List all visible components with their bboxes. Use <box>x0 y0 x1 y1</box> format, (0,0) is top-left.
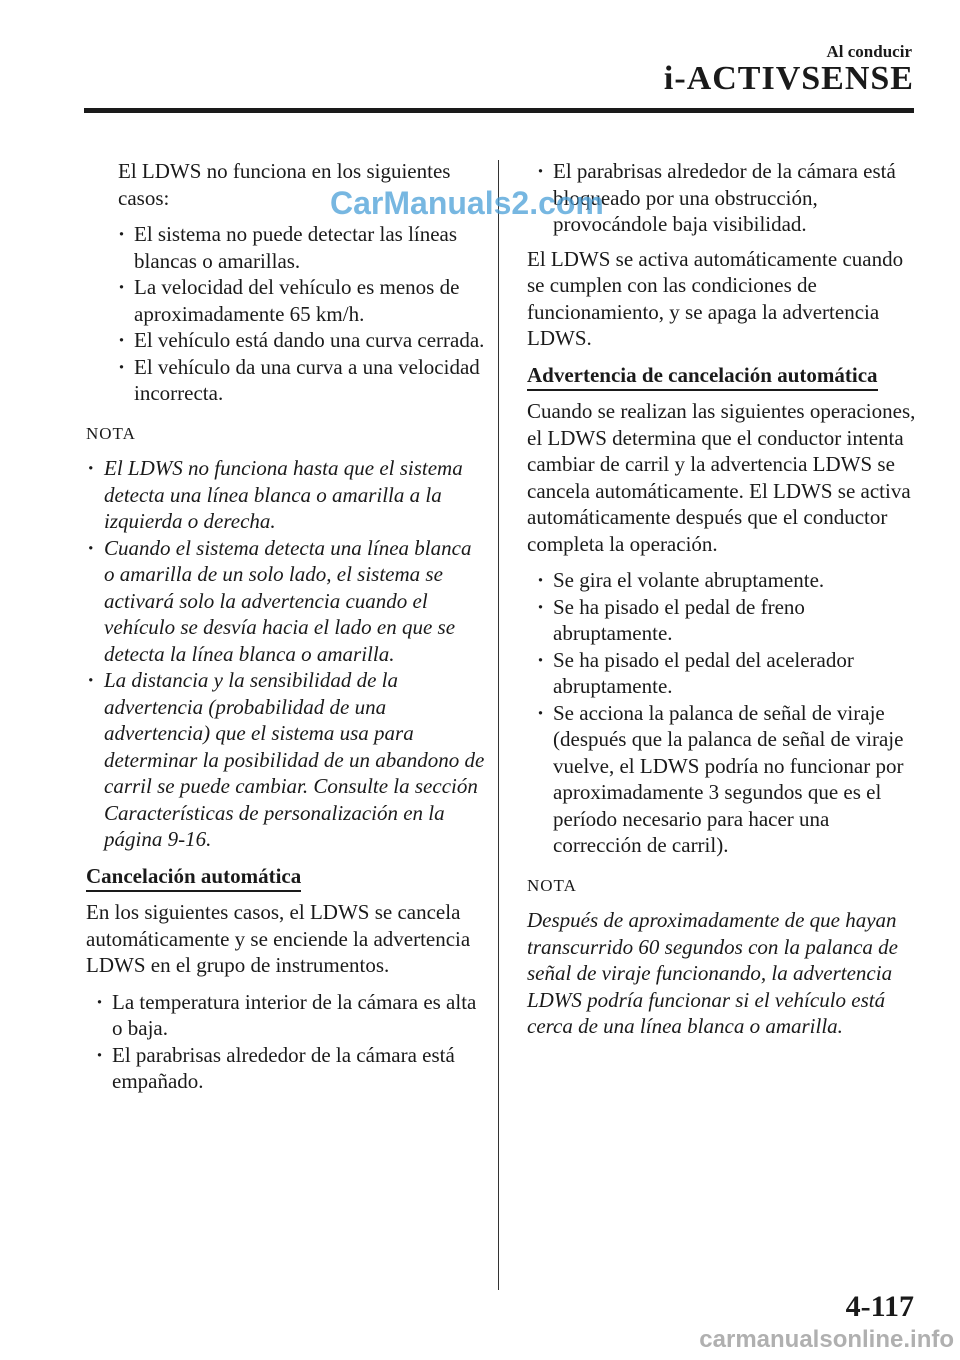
header-section-label: Al conducir <box>826 42 912 61</box>
watermark-logo: CarManuals2.com <box>330 185 604 221</box>
intro-paragraph: El LDWS no funciona en los siguientes casos: <box>118 159 451 210</box>
page-number: 4-117 <box>845 1290 914 1323</box>
section-list <box>86 989 486 1095</box>
list-item: · El vehículo da una curva a una velocidad incorrecta. <box>116 354 486 407</box>
section-body: En los siguientes casos, el LDWS se cancela automáticamente y se enciende la advertencia LDWS en el grupo de instrumentos. <box>86 900 471 977</box>
right-column <box>527 158 919 1040</box>
list-item: · El sistema no puede detectar las líneas blancas o amarillas. <box>116 221 486 274</box>
list-item: · Se ha pisado el pedal de freno abruptamente. <box>535 594 919 647</box>
list-item: · Cuando el sistema detecta una línea blanca o amarilla de un solo lado, el sistema se activará solo la advertencia cuando el vehículo se desvía hacia el lado en que se detecta la línea blanca o amarilla. <box>86 535 486 668</box>
list-item: · El LDWS no funciona hasta que el sistema detecta una línea blanca o amarilla a la izquierda o derecha. <box>86 455 486 535</box>
operations-list <box>527 567 919 859</box>
list-item: · El vehículo está dando una curva cerrada. <box>116 327 486 354</box>
list-item: · Se acciona la palanca de señal de viraje (después que la palanca de señal de viraje vuelve, el LDWS podría no funcionar por aproximadamente 3 segundos que es el período necesario para hacer una corrección de carril). <box>535 700 919 859</box>
nota-text: Después de aproximadamente de que hayan transcurrido 60 segundos con la palanca de señal de viraje funcionando, la advertencia LDWS podría funcionar si el vehículo está cerca de una línea blanca o amarilla. <box>527 908 898 1038</box>
watermark-footer: carmanualsonline.info <box>699 1326 954 1353</box>
section-heading <box>527 362 919 389</box>
list-item: · La velocidad del vehículo es menos de aproximadamente 65 km/h. <box>116 274 486 327</box>
reactivate-paragraph: El LDWS se activa automáticamente cuando se cumplen con las condiciones de funcionamiento, y se apaga la advertencia LDWS. <box>527 246 904 350</box>
list-item: · Se ha pisado el pedal del acelerador abruptamente. <box>535 647 919 700</box>
section-heading-text: Advertencia de cancelación automática <box>527 363 878 391</box>
column-divider <box>498 160 499 1290</box>
list-item: · La distancia y la sensibilidad de la advertencia (probabilidad de una advertencia) que el sistema usa para determinar la posibilidad de un abandono de carril se puede cambiar. Consulte la sección Características de personalización en la página 9-16. <box>86 667 486 853</box>
header-rule <box>84 108 914 113</box>
nota-list <box>86 455 486 853</box>
left-column <box>86 158 486 1103</box>
section-heading <box>86 863 486 890</box>
nota-label: NOTA <box>527 875 577 895</box>
nota-label: NOTA <box>86 423 136 443</box>
list-item: · El parabrisas alrededor de la cámara está empañado. <box>94 1042 486 1095</box>
section-body: Cuando se realizan las siguientes operaciones, el LDWS determina que el conductor intenta cambiar de carril y la advertencia LDWS se cancela automáticamente. El LDWS se activa automáticamente después que el conductor completa la operación. <box>527 399 916 556</box>
cases-list <box>86 221 486 407</box>
header-title: i-ACTIVSENSE <box>663 60 914 97</box>
list-item: · La temperatura interior de la cámara es alta o baja. <box>94 989 486 1042</box>
section-heading-text: Cancelación automática <box>86 864 301 892</box>
list-item: · El parabrisas alrededor de la cámara está bloqueado por una obstrucción, provocándole baja visibilidad. <box>535 158 919 238</box>
list-item: · Se gira el volante abruptamente. <box>535 567 919 594</box>
